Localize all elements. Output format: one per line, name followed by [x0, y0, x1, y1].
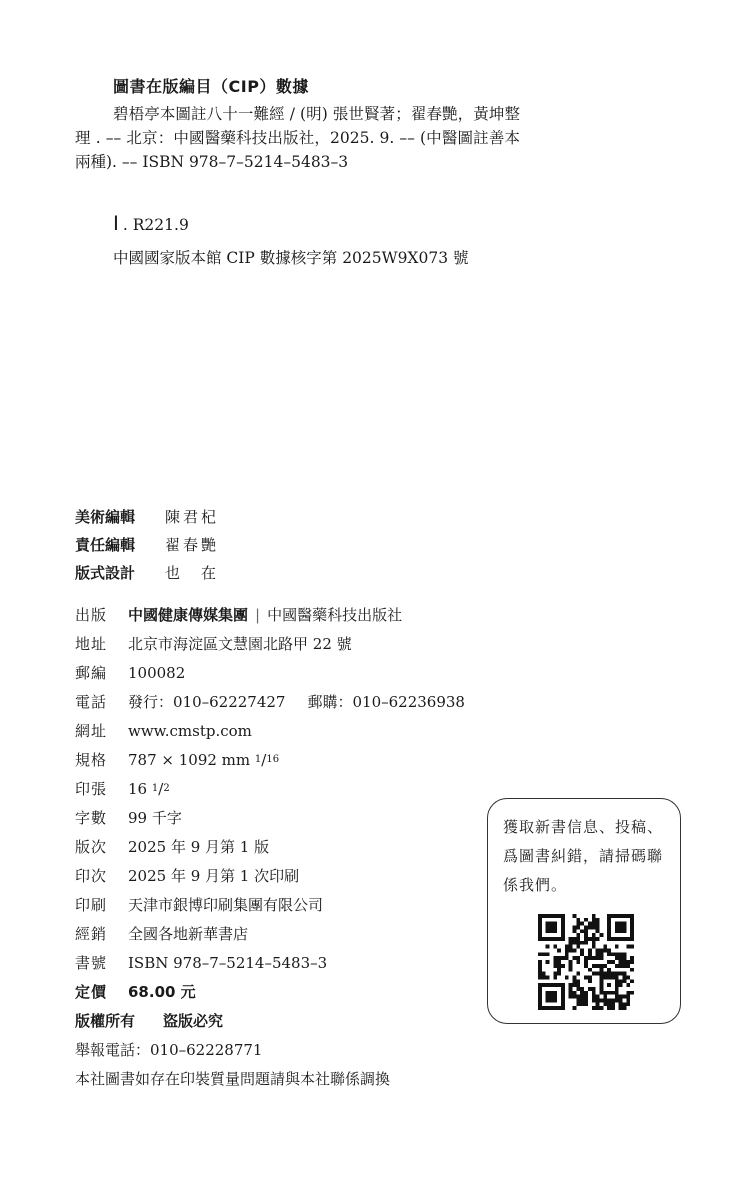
- words-value: 99 千字: [128, 809, 182, 827]
- printer-row: [75, 890, 465, 919]
- phone-order: 郵購：010–62236938: [307, 693, 465, 711]
- publisher-group: 中國健康傳媒集團: [128, 606, 249, 624]
- staff-label: 責任編輯: [75, 535, 136, 554]
- isbn-value: ISBN 978–7–5214–5483–3: [128, 953, 328, 972]
- cip-record-number: 中國國家版本館 CIP 數據核字第 2025W9X073 號: [113, 249, 469, 267]
- distribution-row: [75, 919, 465, 948]
- postcode-value: 100082: [128, 663, 186, 682]
- notice-row: [75, 1064, 465, 1093]
- address-value: 北京市海淀區文慧園北路甲 22 號: [128, 635, 352, 653]
- cip-title: 圖書在版編目（CIP）數據: [113, 77, 309, 96]
- publisher-press: 中國醫藥科技出版社: [267, 606, 403, 624]
- printing-value: 2025 年 9 月第 1 次印刷: [128, 867, 300, 885]
- website-label: 網址: [75, 722, 108, 740]
- staff-name: 陳君杞: [165, 507, 220, 526]
- staff-label: 美術編輯: [75, 507, 136, 526]
- address-row: [75, 629, 465, 658]
- report-row: [75, 1035, 465, 1064]
- staff-name: 翟春艷: [165, 535, 220, 554]
- format-fraction-numerator: 1: [254, 754, 262, 765]
- distribution-label: 經銷: [75, 925, 108, 943]
- staff-row: [75, 530, 219, 558]
- price-row: [75, 977, 465, 1006]
- edition-row: [75, 832, 465, 861]
- website-row: [75, 716, 465, 745]
- edition-label: 版次: [75, 838, 108, 856]
- staff-list: [75, 502, 219, 586]
- sheets-fraction-numerator: 1: [151, 783, 159, 794]
- class-roman: Ⅰ: [113, 213, 119, 235]
- publisher-row: [75, 600, 465, 629]
- quality-notice: 本社圖書如存在印裝質量問題請與本社聯係調換: [75, 1070, 391, 1088]
- publisher-label: 出版: [75, 606, 108, 624]
- sheets-row: 印張 16 1 / 2: [75, 779, 170, 798]
- cip-description: 碧梧亭本圖註八十一難經 / (明) 張世賢著；翟春艷，黃坤整理 . –– 北京：中國醫藥科技出版社，2025. 9. –– (中醫圖註善本兩種). –– ISBN 978–7–5214–5483–3: [75, 105, 520, 171]
- postcode-label: 郵編: [75, 664, 108, 682]
- cip-classification: [113, 212, 189, 237]
- staff-row: [75, 502, 219, 530]
- format-row: 規格 787 × 1092 mm 1 / 16: [75, 750, 280, 769]
- printer-value: 天津市銀博印刷集團有限公司: [128, 896, 324, 914]
- postcode-row: [75, 658, 465, 687]
- isbn-label: 書號: [75, 954, 108, 972]
- report-phone: 舉報電話：010–62228771: [75, 1041, 263, 1059]
- publication-info: [75, 600, 465, 1093]
- qr-text: 獲取新書信息、投稿、爲圖書糾錯，請掃碼聯係我們。: [503, 818, 664, 894]
- staff-name: 也 在: [165, 563, 220, 582]
- website-value: www.cmstp.com: [128, 721, 252, 740]
- format-fraction-denominator: 16: [266, 754, 280, 765]
- staff-label: 版式設計: [75, 563, 136, 582]
- address-label: 地址: [75, 635, 108, 653]
- price-value: 68.00 元: [128, 983, 196, 1001]
- edition-value: 2025 年 9 月第 1 版: [128, 838, 270, 856]
- format-label: 規格: [75, 751, 108, 769]
- rights-value: 盜版必究: [163, 1012, 224, 1030]
- words-label: 字數: [75, 809, 108, 827]
- sheets-fraction-denominator: 2: [163, 783, 170, 794]
- rights-label: 版權所有: [75, 1012, 136, 1030]
- printing-label: 印次: [75, 867, 108, 885]
- rights-row: [75, 1006, 465, 1035]
- distribution-value: 全國各地新華書店: [128, 925, 249, 943]
- printer-label: 印刷: [75, 896, 108, 914]
- sheets-value: 16: [128, 779, 148, 798]
- staff-row: [75, 558, 219, 586]
- isbn-row: [75, 948, 465, 977]
- words-row: [75, 803, 465, 832]
- price-label: 定價: [75, 983, 108, 1001]
- phone-label: 電話: [75, 693, 108, 711]
- qr-contact-box: [487, 798, 681, 1024]
- phone-issue: 發行：010–62227427: [128, 693, 286, 711]
- publisher-separator: |: [255, 605, 261, 624]
- qr-code-icon[interactable]: [538, 914, 634, 1010]
- printing-row: [75, 861, 465, 890]
- phone-row: [75, 687, 465, 716]
- sheets-label: 印張: [75, 780, 108, 798]
- class-code: . R221.9: [122, 216, 189, 234]
- format-value: 787 × 1092 mm: [128, 750, 251, 769]
